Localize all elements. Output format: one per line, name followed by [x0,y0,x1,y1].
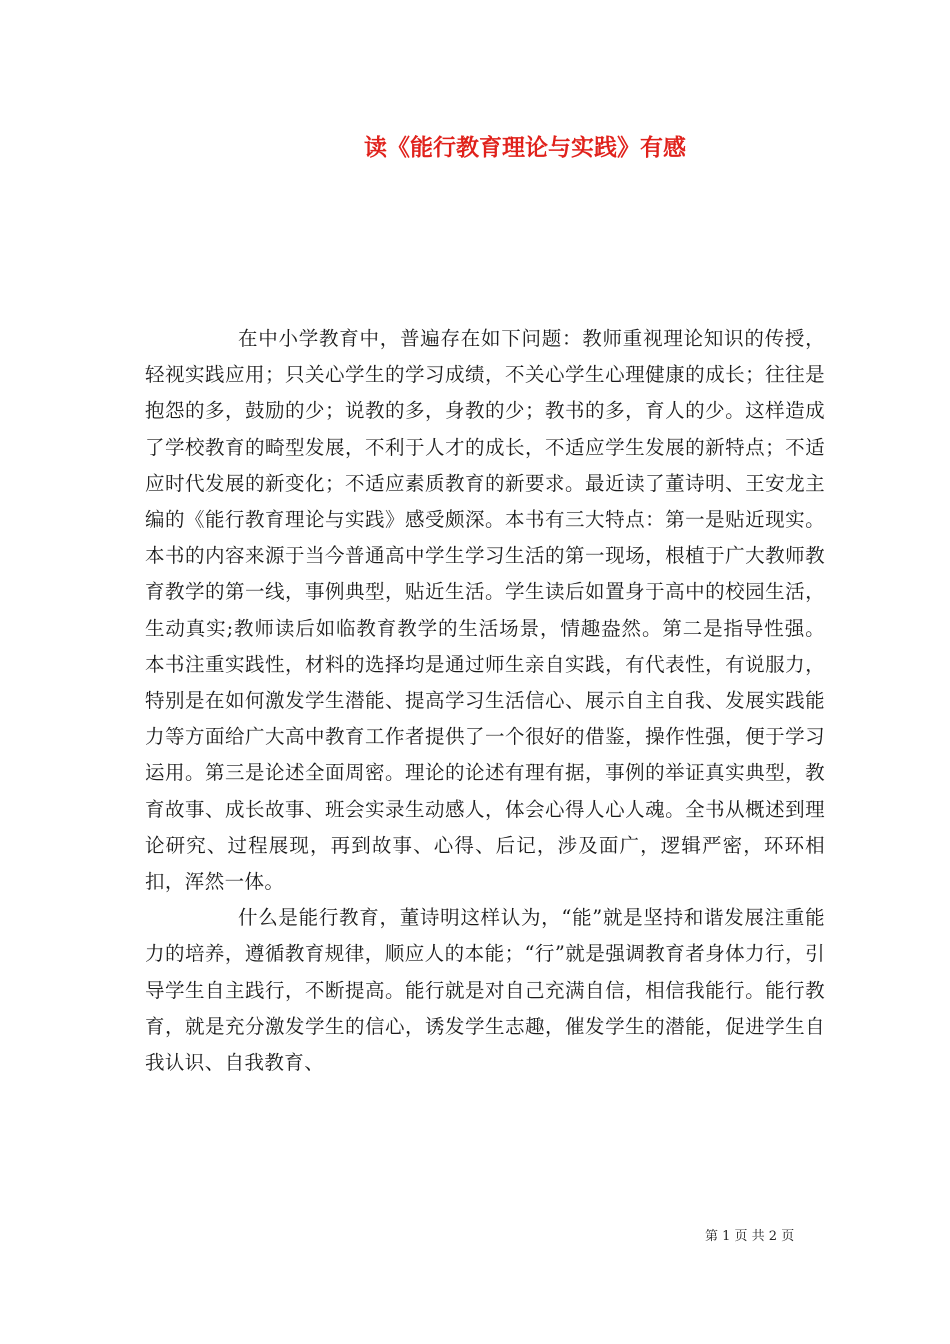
page-number-footer: 第 1 页 共 2 页 [705,1229,795,1244]
document-body [145,321,825,1081]
document-title: 读《能行教育理论与实践》有感 [364,134,686,161]
paragraph-2: 什么是能行教育，董诗明这样认为，“能”就是坚持和谐发展注重能力的培养，遵循教育规律，顺应人的本能；“行”就是强调教育者身体力行，引导学生自主践行，不断提高。能行就是对自己充满自信，相信我能行。能行教育，就是充分激发学生的信心，诱发学生志趣，催发学生的潜能，促进学生自我认识、自我教育、 [145,906,825,1075]
paragraph-1: 在中小学教育中，普遍存在如下问题：教师重视理论知识的传授，轻视实践应用；只关心学生的学习成绩，不关心学生心理健康的成长；往往是抱怨的多，鼓励的少；说教的多，身教的少；教书的多，育人的少。这样造成了学校教育的畸型发展，不利于人才的成长，不适应学生发展的新特点；不适应时代发展的新变化；不适应素质教育的新要求。最近读了董诗明、王安龙主编的《能行教育理论与实践》感受颇深。本书有三大特点：第一是贴近现实。本书的内容来源于当今普通高中学生学习生活的第一现场，根植于广大教师教育教学的第一线，事例典型，贴近生活。学生读后如置身于高中的校园生活，生动真实;教师读后如临教育教学的生活场景，情趣盎然。第二是指导性强。本书注重实践性，材料的选择均是通过师生亲自实践，有代表性，有说服力，特别是在如何激发学生潜能、提高学习生活信心、展示自主自我、发展实践能力等方面给广大高中教育工作者提供了一个很好的借鉴，操作性强，便于学习运用。第三是论述全面周密。理论的论述有理有据，事例的举证真实典型，教育故事、成长故事、班会实录生动感人，体会心得人心人魂。全书从概述到理论研究、过程展现，再到故事、心得、后记，涉及面广，逻辑严密，环环相扣，浑然一体。 [145,327,825,894]
